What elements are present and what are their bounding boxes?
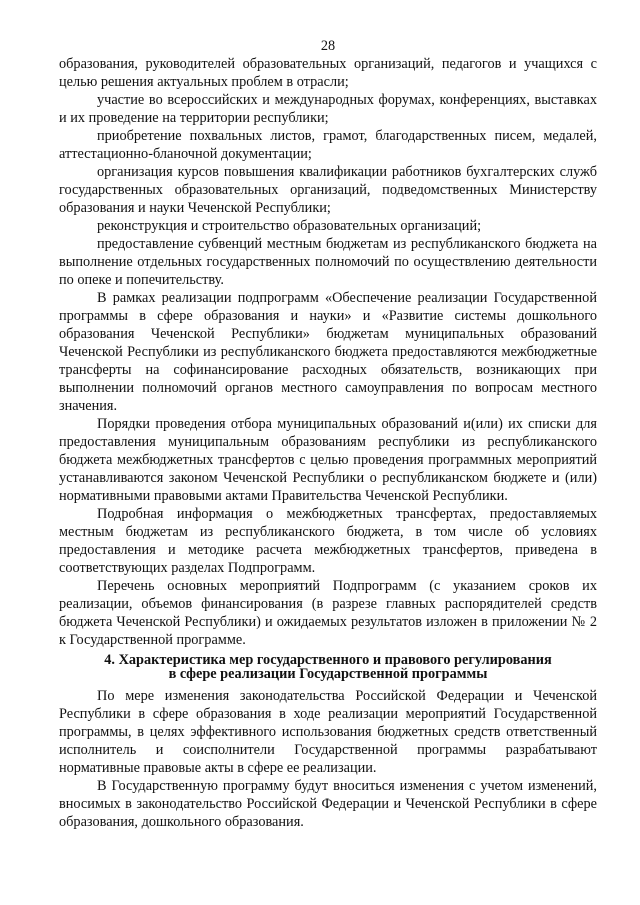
paragraph: участие во всероссийских и международных форумах, конференциях, выставках и их проведение на территории республики; xyxy=(59,92,597,126)
paragraph: предоставление субвенций местным бюджетам из республиканского бюджета на выполнение отдельных государственных полномочий по осуществлению деятельности по опеке и попечительству. xyxy=(59,236,597,288)
section-heading-line: в сфере реализации Государственной программы xyxy=(168,666,488,682)
paragraph: По мере изменения законодательства Российской Федерации и Чеченской Республики в сфере образования в ходе реализации мероприятий Государственной программы, в целях эффективного использования бюджетных средств ответственный исполнитель и соисполнители Государственной программы разрабатывают нормативные правовые акты в сфере ее реализации. xyxy=(59,688,597,776)
paragraph: реконструкция и строительство образовательных организаций; xyxy=(97,218,482,234)
paragraph: образования, руководителей образовательных организаций, педагогов и учащихся с целью решения актуальных проблем в отрасли; xyxy=(59,56,597,90)
paragraph: Перечень основных мероприятий Подпрограмм (с указанием сроков их реализации, объемов финансирования (в разрезе главных распорядителей средств бюджета Чеченской Республики) и ожидаемых результатов изложен в приложении № 2 к Государственной программе. xyxy=(59,578,597,648)
page-number: 28 xyxy=(320,38,336,54)
paragraph: В рамках реализации подпрограмм «Обеспечение реализации Государственной программы в сфере образования и науки» и «Развитие системы дошкольного образования Чеченской Республики» бюджетам муниципальных образований Чеченской Республики из республиканского бюджета предоставляются межбюджетные трансферты на софинансирование расходных обязательств, возникающих при выполнении полномочий органов местного самоуправления по вопросам местного значения. xyxy=(59,290,597,414)
section-heading xyxy=(59,653,597,681)
paragraph: Порядки проведения отбора муниципальных образований и(или) их списки для предоставления муниципальным образованиям республики из республиканского бюджета межбюджетных трансфертов с целью проведения программных мероприятий устанавливаются законом Чеченской Республики о республиканском бюджете и (или) нормативными правовыми актами Правительства Чеченской Республики. xyxy=(59,416,597,504)
paragraph: Подробная информация о межбюджетных трансфертах, предоставляемых местным бюджетам из республиканского бюджета, в том числе об условиях предоставления и методике расчета межбюджетных трансфертов, приведена в соответствующих разделах Подпрограмм. xyxy=(59,506,597,576)
document-page xyxy=(59,0,597,831)
paragraph: В Государственную программу будут вноситься изменения с учетом изменений, вносимых в законодательство Российской Федерации и Чеченской Республики в сфере образования, дошкольного образования. xyxy=(59,778,597,830)
paragraph: приобретение похвальных листов, грамот, благодарственных писем, медалей, аттестационно-бланочной документации; xyxy=(59,128,597,162)
paragraph: организация курсов повышения квалификации работников бухгалтерских служб государственных образовательных организаций, подведомственных Министерству образования и науки Чеченской Республики; xyxy=(59,164,597,216)
section-heading-line: 4. Характеристика мер государственного и правового регулирования xyxy=(104,652,552,668)
